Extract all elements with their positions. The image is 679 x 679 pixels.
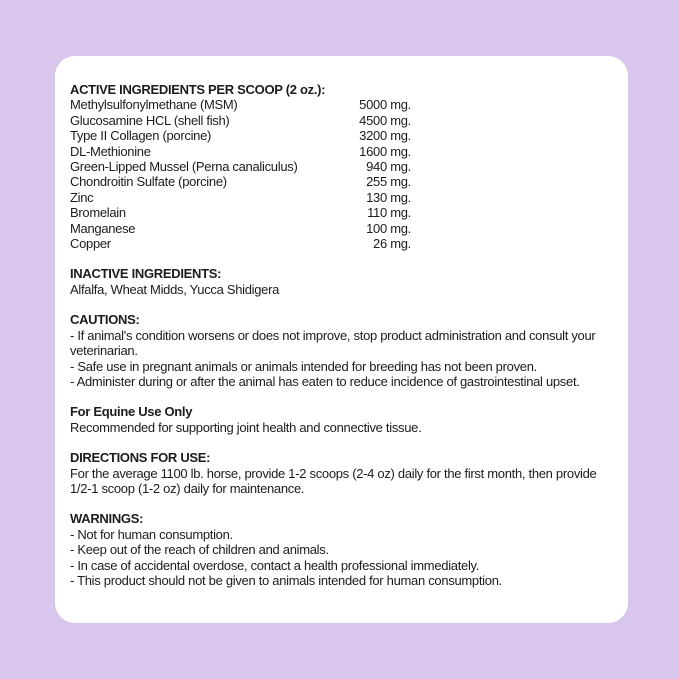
warning-item: - Not for human consumption. <box>70 526 233 542</box>
ingredient-amount: 26 mg. <box>373 236 411 252</box>
ingredient-row <box>70 205 411 220</box>
ingredient-amount: 1600 mg. <box>359 143 411 159</box>
warning-item: - This product should not be given to animals intended for human consumption. <box>70 572 502 588</box>
ingredient-row <box>70 97 411 112</box>
ingredient-row <box>70 144 411 159</box>
ingredient-row <box>70 113 411 128</box>
warning-item: - In case of accidental overdose, contact a health professional immediately. <box>70 557 480 573</box>
ingredient-name: Chondroitin Sulfate (porcine) <box>70 174 227 190</box>
directions-text: For the average 1100 lb. horse, provide 1-2 scoops (2-4 oz) daily for the first month, then provide 1/2-1 scoop (1-2 oz) daily for maintenance. <box>70 465 597 496</box>
directions-header: DIRECTIONS FOR USE: <box>70 450 211 466</box>
active-ingredients-table <box>70 97 411 251</box>
ingredient-name: Bromelain <box>70 205 126 221</box>
active-ingredients-section <box>70 82 610 251</box>
caution-item: - Safe use in pregnant animals or animals intended for breeding has not been proven. <box>70 358 537 374</box>
ingredient-name: Methylsulfonylmethane (MSM) <box>70 97 238 113</box>
ingredient-amount: 5000 mg. <box>359 97 411 113</box>
ingredient-name: Copper <box>70 236 111 252</box>
cautions-section <box>70 312 610 389</box>
inactive-ingredients-section <box>70 266 610 297</box>
ingredient-amount: 940 mg. <box>366 159 411 175</box>
inactive-ingredients-text: Alfalfa, Wheat Midds, Yucca Shidigera <box>70 281 280 297</box>
ingredient-row <box>70 236 411 251</box>
ingredient-amount: 3200 mg. <box>359 128 411 144</box>
ingredient-name: Type II Collagen (porcine) <box>70 128 212 144</box>
ingredient-amount: 110 mg. <box>367 205 411 221</box>
caution-item: - If animal's condition worsens or does not improve, stop product administration and consult your veterinarian. <box>70 327 596 359</box>
product-label-card <box>55 56 628 623</box>
equine-use-section <box>70 404 610 435</box>
ingredient-name: Manganese <box>70 220 136 236</box>
ingredient-row <box>70 190 411 205</box>
ingredient-row <box>70 174 411 189</box>
ingredient-name: Glucosamine HCL (shell fish) <box>70 112 230 128</box>
warnings-section <box>70 511 610 588</box>
warning-item: - Keep out of the reach of children and animals. <box>70 542 329 558</box>
ingredient-amount: 100 mg. <box>366 220 411 236</box>
ingredient-row <box>70 159 411 174</box>
directions-section <box>70 450 610 496</box>
warnings-header: WARNINGS: <box>70 511 144 527</box>
ingredient-row <box>70 128 411 143</box>
ingredient-name: Green-Lipped Mussel (Perna canaliculus) <box>70 159 298 175</box>
ingredient-amount: 4500 mg. <box>359 112 411 128</box>
ingredient-row <box>70 221 411 236</box>
ingredient-name: Zinc <box>70 189 94 205</box>
ingredient-amount: 255 mg. <box>366 174 411 190</box>
equine-use-header: For Equine Use Only <box>70 404 193 420</box>
caution-item: - Administer during or after the animal has eaten to reduce incidence of gastrointestinal upset. <box>70 373 580 389</box>
equine-use-text: Recommended for supporting joint health and connective tissue. <box>70 419 422 435</box>
active-ingredients-header: ACTIVE INGREDIENTS PER SCOOP (2 oz.): <box>70 82 326 97</box>
ingredient-name: DL-Methionine <box>70 143 151 159</box>
ingredient-amount: 130 mg. <box>366 189 411 205</box>
inactive-ingredients-header: INACTIVE INGREDIENTS: <box>70 266 222 282</box>
cautions-header: CAUTIONS: <box>70 312 140 328</box>
